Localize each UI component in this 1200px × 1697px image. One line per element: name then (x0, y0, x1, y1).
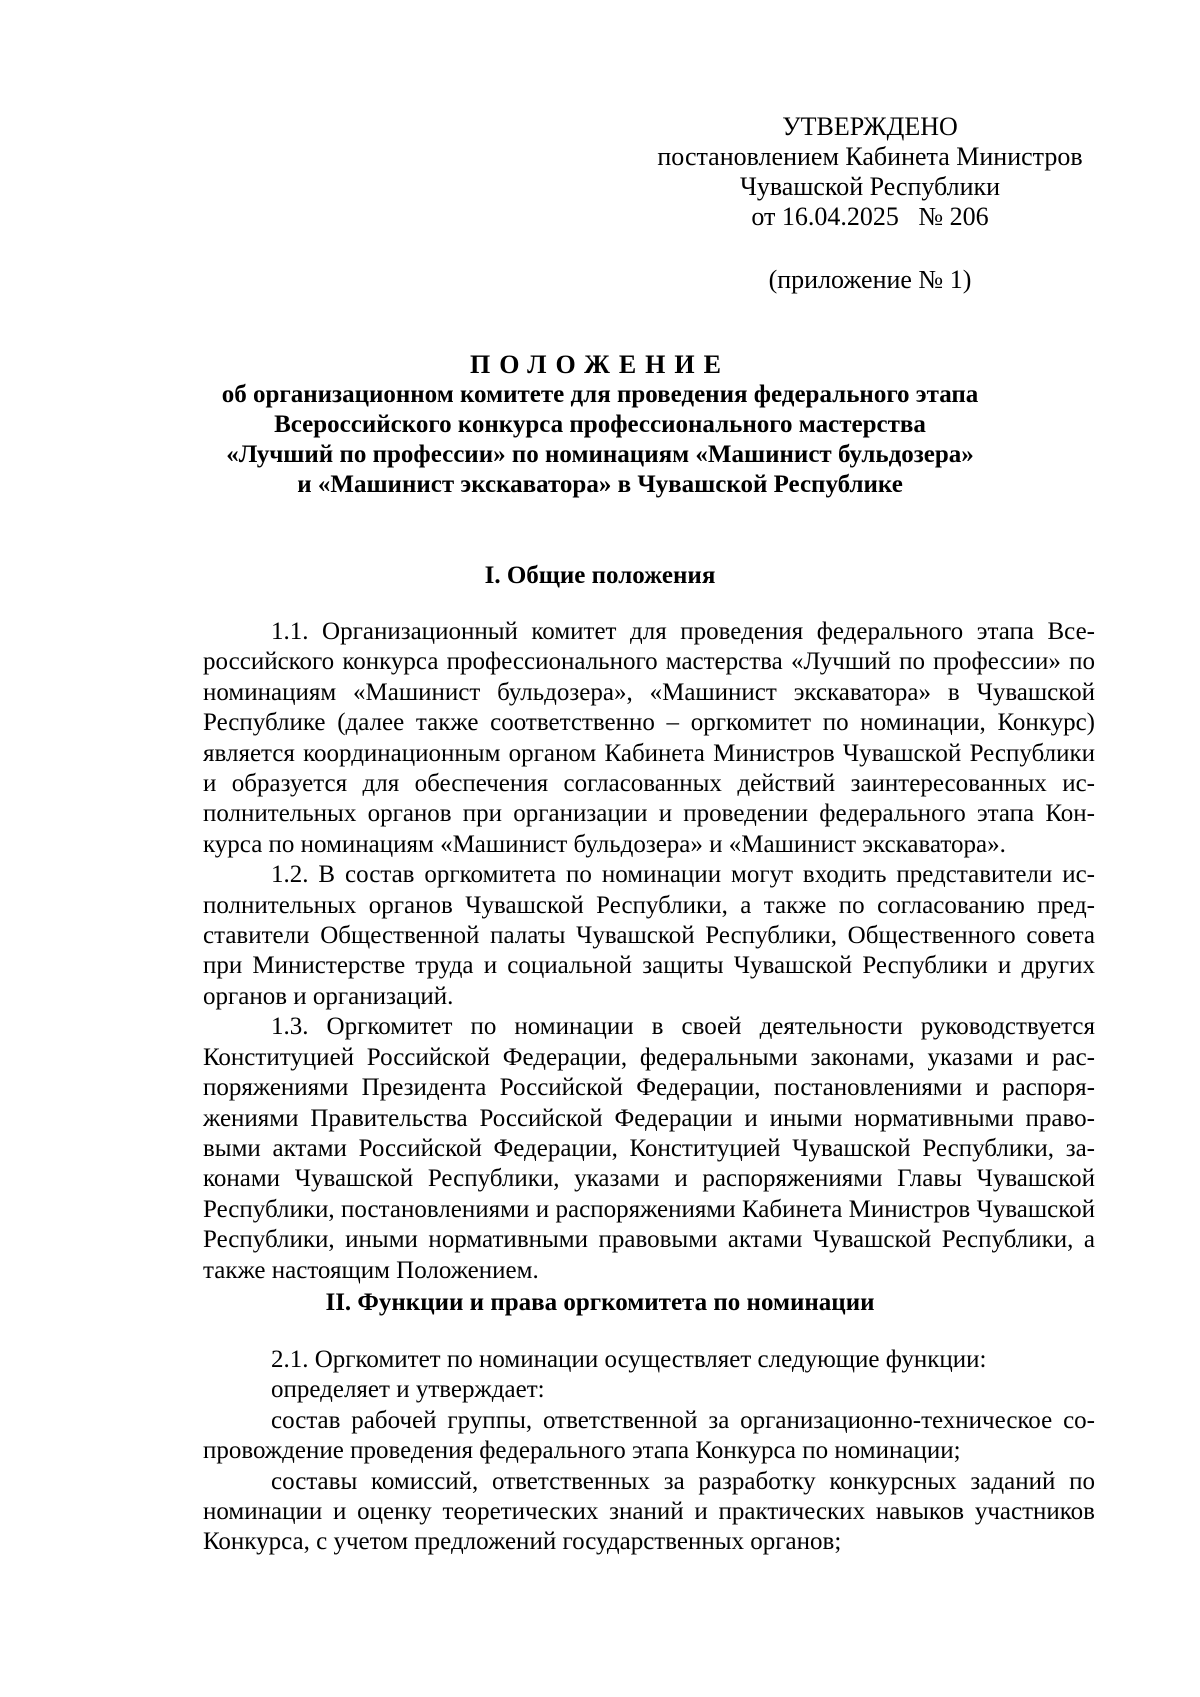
paragraph-1-1: 1.1. Организационный комитет для проведения федерального этапа Всероссийского конкурса профессионального мастерства «Лучший по профессии» по номинациям «Машинист бульдозера», «Машинист экскаватора» в Чувашской Республике (далее также соответственно – оргкомитет по номинации, Конкурс) является координационным органом Кабинета Министров Чувашской Республики и образуется для обеспечения согласованных действий заинтересованных исполнительных органов при организации и проведении федерального этапа Конкурса по номинациям «Машинист бульдозера» и «Машинист экскаватора». (203, 618, 1095, 858)
title-line-4: и «Машинист экскаватора» в Чувашской Республике (297, 471, 903, 498)
title-line-1: об организационном комитете для проведения федерального этапа (221, 381, 979, 408)
approval-stamp (640, 112, 1100, 295)
title-line-2: Всероссийского конкурса профессионального мастерства (274, 411, 926, 438)
approval-status: УТВЕРЖДЕНО (782, 112, 958, 141)
paragraph-1-3: 1.3. Оргкомитет по номинации в своей деятельности руководствуется Конституцией Российской Федерации, федеральными законами, указами и распоряжениями Президента Российской Федерации, постановлениями и распоряжениями Правительства Российской Федерации и иными нормативными правовыми актами Российской Федерации, Конституцией Чувашской Республики, законами Чувашской Республики, указами и распоряжениями Главы Чувашской Республики, постановлениями и распоряжениями Кабинета Министров Чувашской Республики, иными нормативными правовыми актами Чувашской Республики, а также настоящим Положением. (203, 1013, 1095, 1284)
section-1-heading: I. Общие положения (484, 562, 716, 589)
approval-region: Чувашской Республики (739, 172, 1001, 201)
section-2-body (203, 1345, 1095, 1558)
approval-authority: постановлением Кабинета Министров (657, 142, 1083, 171)
document-title-block (180, 350, 1020, 500)
paragraph-2-1-intro: определяет и утверждает: (271, 1376, 545, 1404)
section-2-heading: II. Функции и права оргкомитета по номинации (325, 1289, 875, 1316)
title-line-3: «Лучший по профессии» по номинациям «Машинист бульдозера» (226, 441, 974, 468)
document-title: ПОЛОЖЕНИЕ (470, 350, 730, 379)
paragraph-2-1-item-2: составы комиссий, ответственных за разработку конкурсных заданий по номинации и оценку теоретических знаний и практических навыков участников Конкурса, с учетом предложений государственных органов; (203, 1467, 1095, 1556)
appendix-note: (приложение № 1) (768, 265, 972, 294)
section-1-body (203, 617, 1095, 1286)
paragraph-1-2: 1.2. В состав оргкомитета по номинации могут входить представители исполнительных органов Чувашской Республики, а также по согласованию представители Общественной палаты Чувашской Республики, Общественного совета при Министерстве труда и социальной защиты Чувашской Республики и других органов и организаций. (203, 861, 1095, 1010)
paragraph-2-1-item-1: состав рабочей группы, ответственной за организационно-техническое сопровождение проведения федерального этапа Конкурса по номинации; (203, 1406, 1095, 1465)
approval-date-number: от 16.04.2025 № 206 (751, 202, 989, 231)
paragraph-2-1: 2.1. Оргкомитет по номинации осуществляет следующие функции: (271, 1346, 987, 1373)
